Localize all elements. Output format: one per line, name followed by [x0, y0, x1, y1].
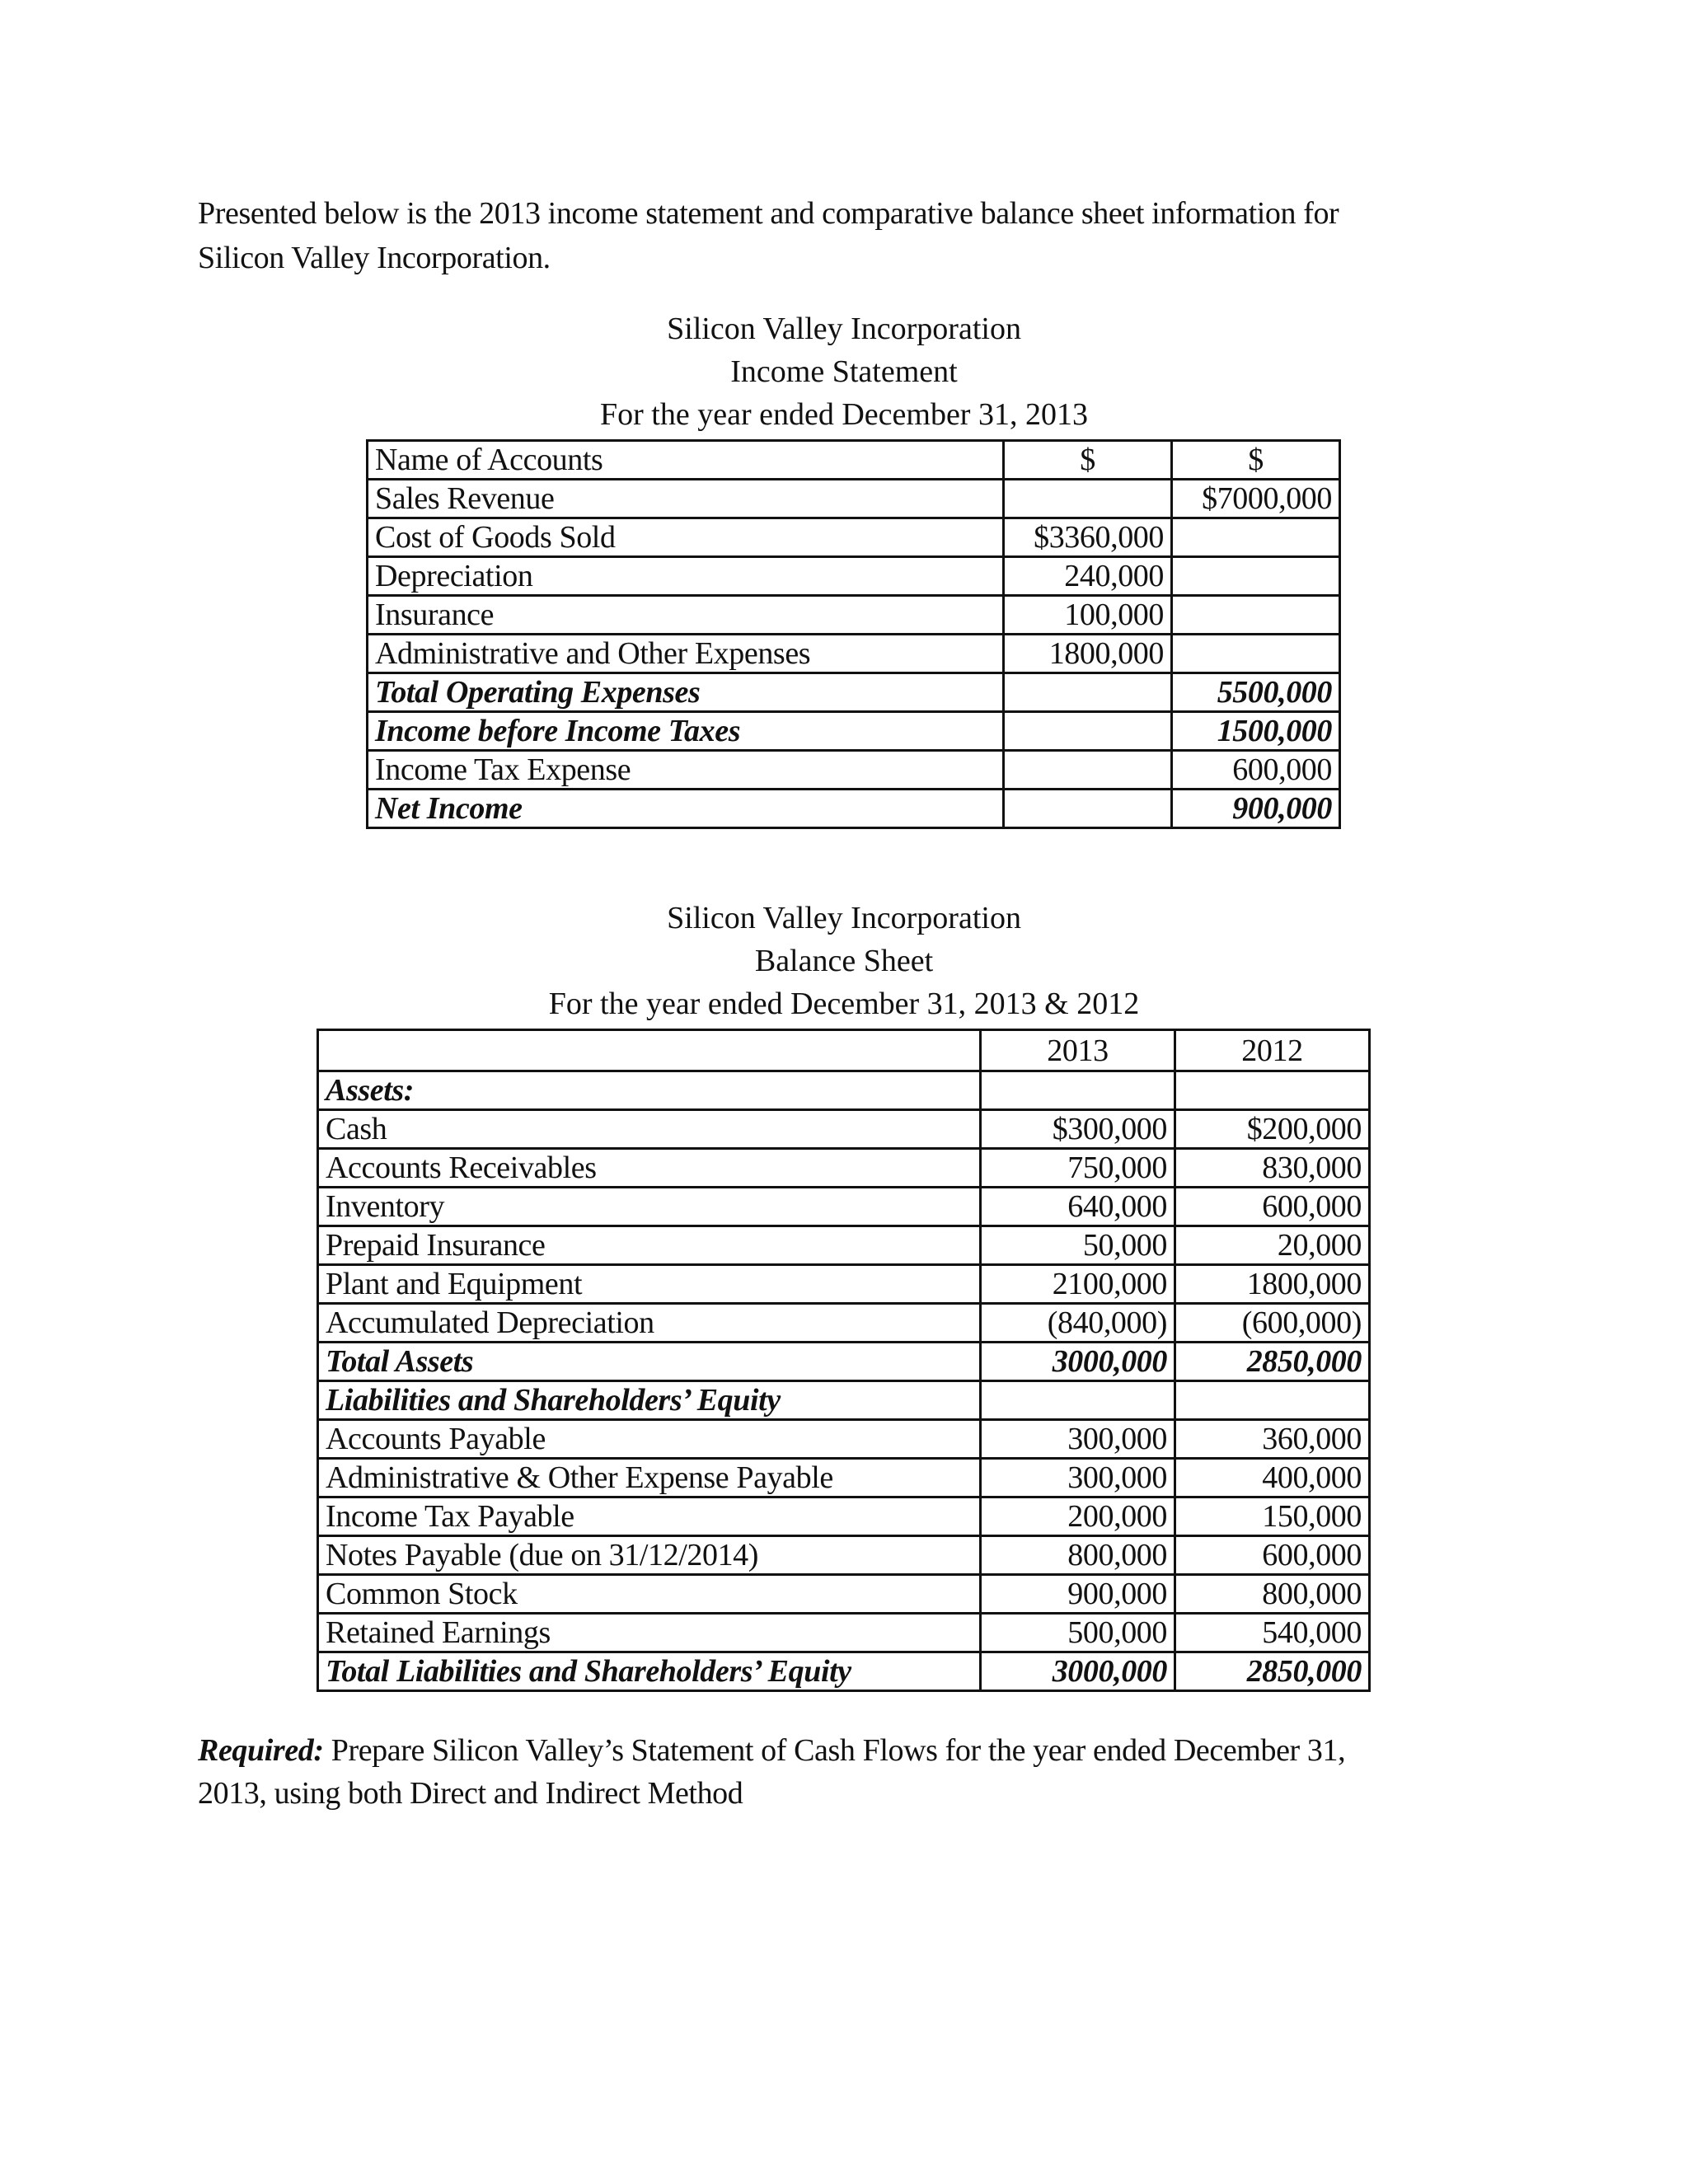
amount-2013: (840,000) [981, 1304, 1175, 1343]
balance-row-prepaid-insurance [318, 1226, 1370, 1265]
amount-2012: 400,000 [1175, 1459, 1370, 1497]
income-row-cost-of-goods-sold [368, 518, 1340, 557]
account-name: Insurance [368, 596, 1004, 635]
account-name: Income Tax Expense [368, 751, 1004, 790]
amount-2013 [981, 1071, 1175, 1110]
amount-col1 [1004, 712, 1172, 751]
amount-2012: $200,000 [1175, 1110, 1370, 1149]
account-name: Total Liabilities and Shareholders’ Equity [318, 1652, 981, 1691]
amount-2012: 2850,000 [1175, 1652, 1370, 1691]
balance-row-inventory [318, 1188, 1370, 1226]
balance-row-income-tax-payable [318, 1497, 1370, 1536]
amount-2013: 300,000 [981, 1459, 1175, 1497]
amount-2012: 600,000 [1175, 1188, 1370, 1226]
amount-2012: 360,000 [1175, 1420, 1370, 1459]
income-statement-title: Income Statement [730, 354, 958, 389]
header-dollar-col1: $ [1004, 441, 1172, 480]
account-name: Depreciation [368, 557, 1004, 596]
intro-paragraph [198, 191, 1459, 280]
balance-header-row [318, 1030, 1370, 1071]
amount-col2: $7000,000 [1172, 480, 1340, 518]
income-row-sales-revenue [368, 480, 1340, 518]
amount-2013: 300,000 [981, 1420, 1175, 1459]
amount-2012: (600,000) [1175, 1304, 1370, 1343]
amount-2013: 3000,000 [981, 1652, 1175, 1691]
amount-col2 [1172, 557, 1340, 596]
amount-col2: 1500,000 [1172, 712, 1340, 751]
amount-2013: 640,000 [981, 1188, 1175, 1226]
income-row-admin-expenses [368, 635, 1340, 673]
header-dollar-col2: $ [1172, 441, 1340, 480]
balance-row-retained-earnings [318, 1614, 1370, 1652]
amount-2013: 750,000 [981, 1149, 1175, 1188]
balance-sheet-table [316, 1029, 1371, 1692]
account-name: Notes Payable (due on 31/12/2014) [318, 1536, 981, 1575]
account-name: Net Income [368, 790, 1004, 828]
amount-2012 [1175, 1381, 1370, 1420]
balance-row-cash [318, 1110, 1370, 1149]
amount-2012: 150,000 [1175, 1497, 1370, 1536]
income-row-income-tax-expense [368, 751, 1340, 790]
amount-col1 [1004, 480, 1172, 518]
amount-col1 [1004, 673, 1172, 712]
header-name-of-accounts: Name of Accounts [368, 441, 1004, 480]
balance-row-total-liabilities-equity [318, 1652, 1370, 1691]
amount-2013: 800,000 [981, 1536, 1175, 1575]
income-row-total-operating-expenses [368, 673, 1340, 712]
amount-2013: 2100,000 [981, 1265, 1175, 1304]
required-line-1 [198, 1729, 1467, 1772]
account-name: Prepaid Insurance [318, 1226, 981, 1265]
amount-2013: 500,000 [981, 1614, 1175, 1652]
account-name: Retained Earnings [318, 1614, 981, 1652]
amount-2012: 600,000 [1175, 1536, 1370, 1575]
account-name: Common Stock [318, 1575, 981, 1614]
account-name: Cost of Goods Sold [368, 518, 1004, 557]
intro-line-1: Presented below is the 2013 income statement and comparative balance sheet information for [198, 196, 1339, 231]
balance-row-total-assets [318, 1343, 1370, 1381]
balance-row-accounts-payable [318, 1420, 1370, 1459]
header-blank [318, 1030, 981, 1071]
income-statement-table [366, 439, 1341, 829]
account-name: Assets: [318, 1071, 981, 1110]
account-name: Income before Income Taxes [368, 712, 1004, 751]
balance-sheet-title: Balance Sheet [754, 944, 934, 978]
account-name: Administrative and Other Expenses [368, 635, 1004, 673]
balance-row-common-stock [318, 1575, 1370, 1614]
income-header-row [368, 441, 1340, 480]
account-name: Total Operating Expenses [368, 673, 1004, 712]
balance-row-accumulated-depreciation [318, 1304, 1370, 1343]
balance-section-liabilities-equity [318, 1381, 1370, 1420]
amount-2012: 20,000 [1175, 1226, 1370, 1265]
amount-col1: 1800,000 [1004, 635, 1172, 673]
amount-col2: 5500,000 [1172, 673, 1340, 712]
account-name: Administrative & Other Expense Payable [318, 1459, 981, 1497]
amount-col2 [1172, 596, 1340, 635]
amount-col2: 900,000 [1172, 790, 1340, 828]
account-name: Total Assets [318, 1343, 981, 1381]
account-name: Liabilities and Shareholders’ Equity [318, 1381, 981, 1420]
balance-sheet-period: For the year ended December 31, 2013 & 2012 [548, 987, 1140, 1021]
required-text-1: Prepare Silicon Valley’s Statement of Cash Flows for the year ended December 31, [323, 1733, 1346, 1768]
amount-2013: $300,000 [981, 1110, 1175, 1149]
balance-row-admin-expense-payable [318, 1459, 1370, 1497]
required-label: Required: [198, 1733, 324, 1768]
balance-company-name: Silicon Valley Incorporation [667, 901, 1021, 935]
account-name: Accumulated Depreciation [318, 1304, 981, 1343]
balance-row-accounts-receivables [318, 1149, 1370, 1188]
amount-2012: 800,000 [1175, 1575, 1370, 1614]
amount-col2 [1172, 518, 1340, 557]
income-statement-period: For the year ended December 31, 2013 [600, 397, 1088, 432]
amount-2013: 3000,000 [981, 1343, 1175, 1381]
amount-2013: 200,000 [981, 1497, 1175, 1536]
income-row-insurance [368, 596, 1340, 635]
balance-section-assets [318, 1071, 1370, 1110]
required-line-2: 2013, using both Direct and Indirect Method [198, 1776, 743, 1811]
account-name: Income Tax Payable [318, 1497, 981, 1536]
amount-col1: $3360,000 [1004, 518, 1172, 557]
amount-2013: 900,000 [981, 1575, 1175, 1614]
amount-col2: 600,000 [1172, 751, 1340, 790]
amount-2012: 1800,000 [1175, 1265, 1370, 1304]
amount-2012: 2850,000 [1175, 1343, 1370, 1381]
amount-col2 [1172, 635, 1340, 673]
account-name: Sales Revenue [368, 480, 1004, 518]
account-name: Plant and Equipment [318, 1265, 981, 1304]
balance-row-notes-payable [318, 1536, 1370, 1575]
header-year-2012: 2012 [1175, 1030, 1370, 1071]
amount-2013: 50,000 [981, 1226, 1175, 1265]
income-row-depreciation [368, 557, 1340, 596]
amount-col1 [1004, 790, 1172, 828]
required-instruction [198, 1729, 1467, 1815]
amount-2012: 540,000 [1175, 1614, 1370, 1652]
balance-row-plant-equipment [318, 1265, 1370, 1304]
amount-col1: 100,000 [1004, 596, 1172, 635]
amount-2012 [1175, 1071, 1370, 1110]
amount-col1 [1004, 751, 1172, 790]
intro-line-2: Silicon Valley Incorporation. [198, 241, 551, 275]
account-name: Cash [318, 1110, 981, 1149]
account-name: Accounts Payable [318, 1420, 981, 1459]
account-name: Accounts Receivables [318, 1149, 981, 1188]
header-year-2013: 2013 [981, 1030, 1175, 1071]
amount-col1: 240,000 [1004, 557, 1172, 596]
account-name: Inventory [318, 1188, 981, 1226]
income-row-net-income [368, 790, 1340, 828]
income-company-name: Silicon Valley Incorporation [667, 312, 1021, 346]
amount-2013 [981, 1381, 1175, 1420]
income-row-income-before-taxes [368, 712, 1340, 751]
amount-2012: 830,000 [1175, 1149, 1370, 1188]
